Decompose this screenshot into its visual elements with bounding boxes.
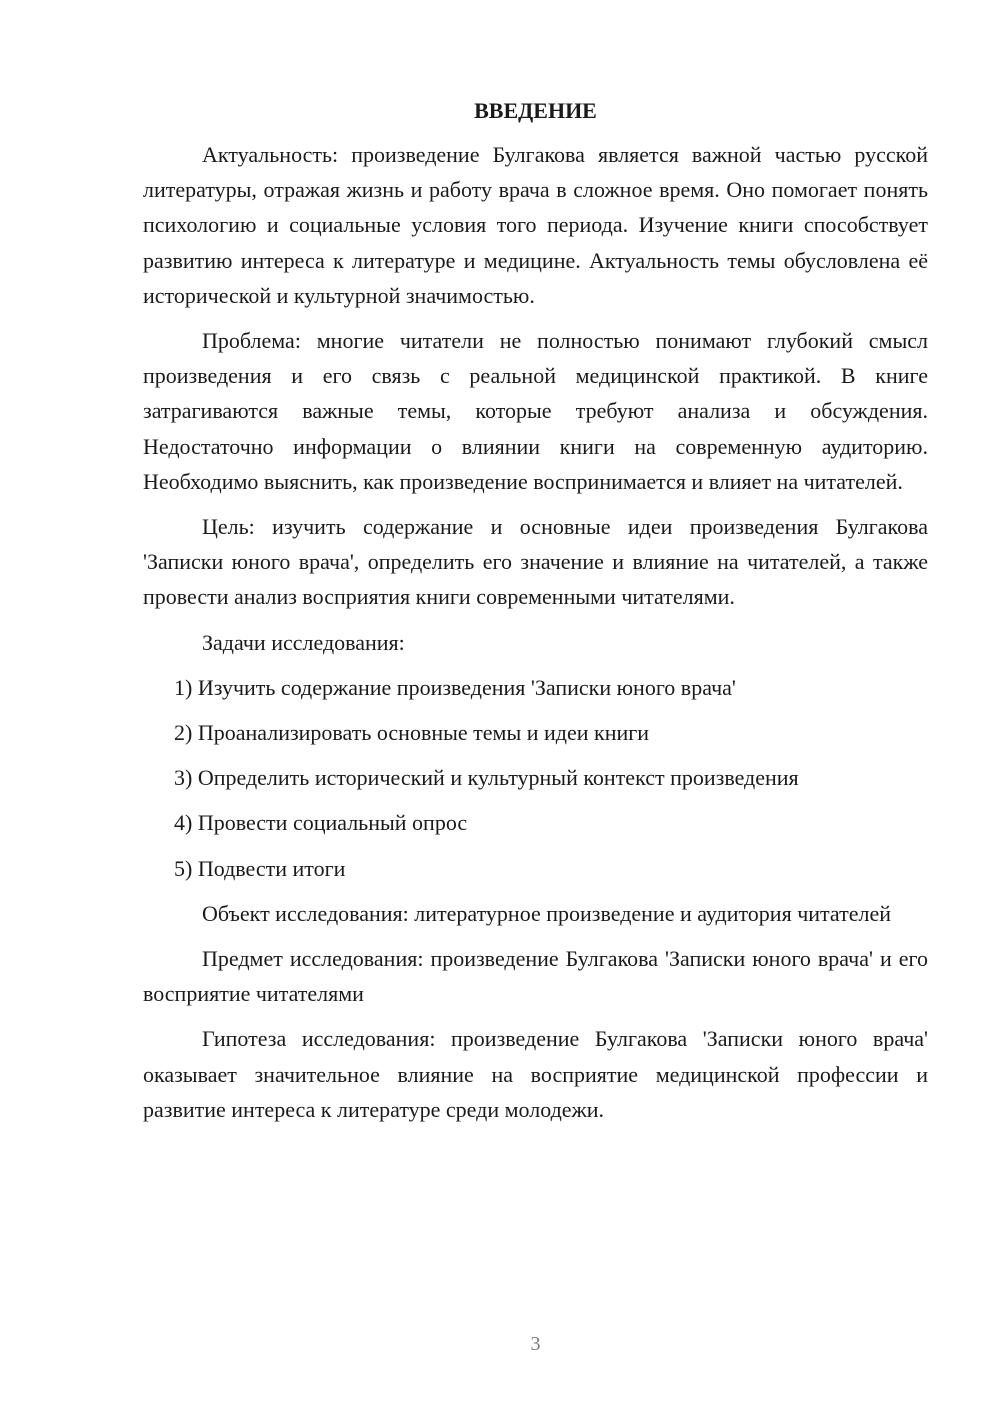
task-item: 2) Проанализировать основные темы и идеи книги <box>174 720 650 746</box>
page-number: 3 <box>530 1333 541 1355</box>
paragraph-hypothesis: Гипотеза исследования: произведение Булгакова 'Записки юного врача' оказывает значительное влияние на восприятие медицинской профессии и развитие интереса к литературе среди молодежи. <box>143 1026 928 1122</box>
page-title: ВВЕДЕНИЕ <box>474 98 597 123</box>
paragraph-goal: Цель: изучить содержание и основные идеи произведения Булгакова 'Записки юного врача', определить его значение и влияние на читателей, а также провести анализ восприятия книги современными читателями. <box>143 514 928 610</box>
paragraph-relevance: Актуальность: произведение Булгакова является важной частью русской литературы, отражая жизнь и работу врача в сложное время. Оно помогает понять психологию и социальные условия того периода. Изучение книги способствует развитию интереса к литературе и медицине. Актуальность темы обусловлена её исторической и культурной значимостью. <box>143 142 928 308</box>
paragraph-object: Объект исследования: литературное произведение и аудитория читателей <box>202 900 892 926</box>
document-page <box>143 95 928 1137</box>
task-item: 4) Провести социальный опрос <box>174 810 468 836</box>
task-item: 1) Изучить содержание произведения 'Записки юного врача' <box>174 674 736 700</box>
tasks-title: Задачи исследования: <box>202 629 405 655</box>
paragraph-problem: Проблема: многие читатели не полностью понимают глубокий смысл произведения и его связь с реальной медицинской практикой. В книге затрагиваются важные темы, которые требуют анализа и обсуждения. Недостаточно информации о влиянии книги на современную аудиторию. Необходимо выяснить, как произведение воспринимается и влияет на читателей. <box>143 328 928 494</box>
task-item: 5) Подвести итоги <box>174 855 346 881</box>
task-item: 3) Определить исторический и культурный контекст произведения <box>174 765 799 791</box>
task-list <box>143 670 928 886</box>
paragraph-subject: Предмет исследования: произведение Булгакова 'Записки юного врача' и его восприятие читателями <box>143 946 928 1007</box>
